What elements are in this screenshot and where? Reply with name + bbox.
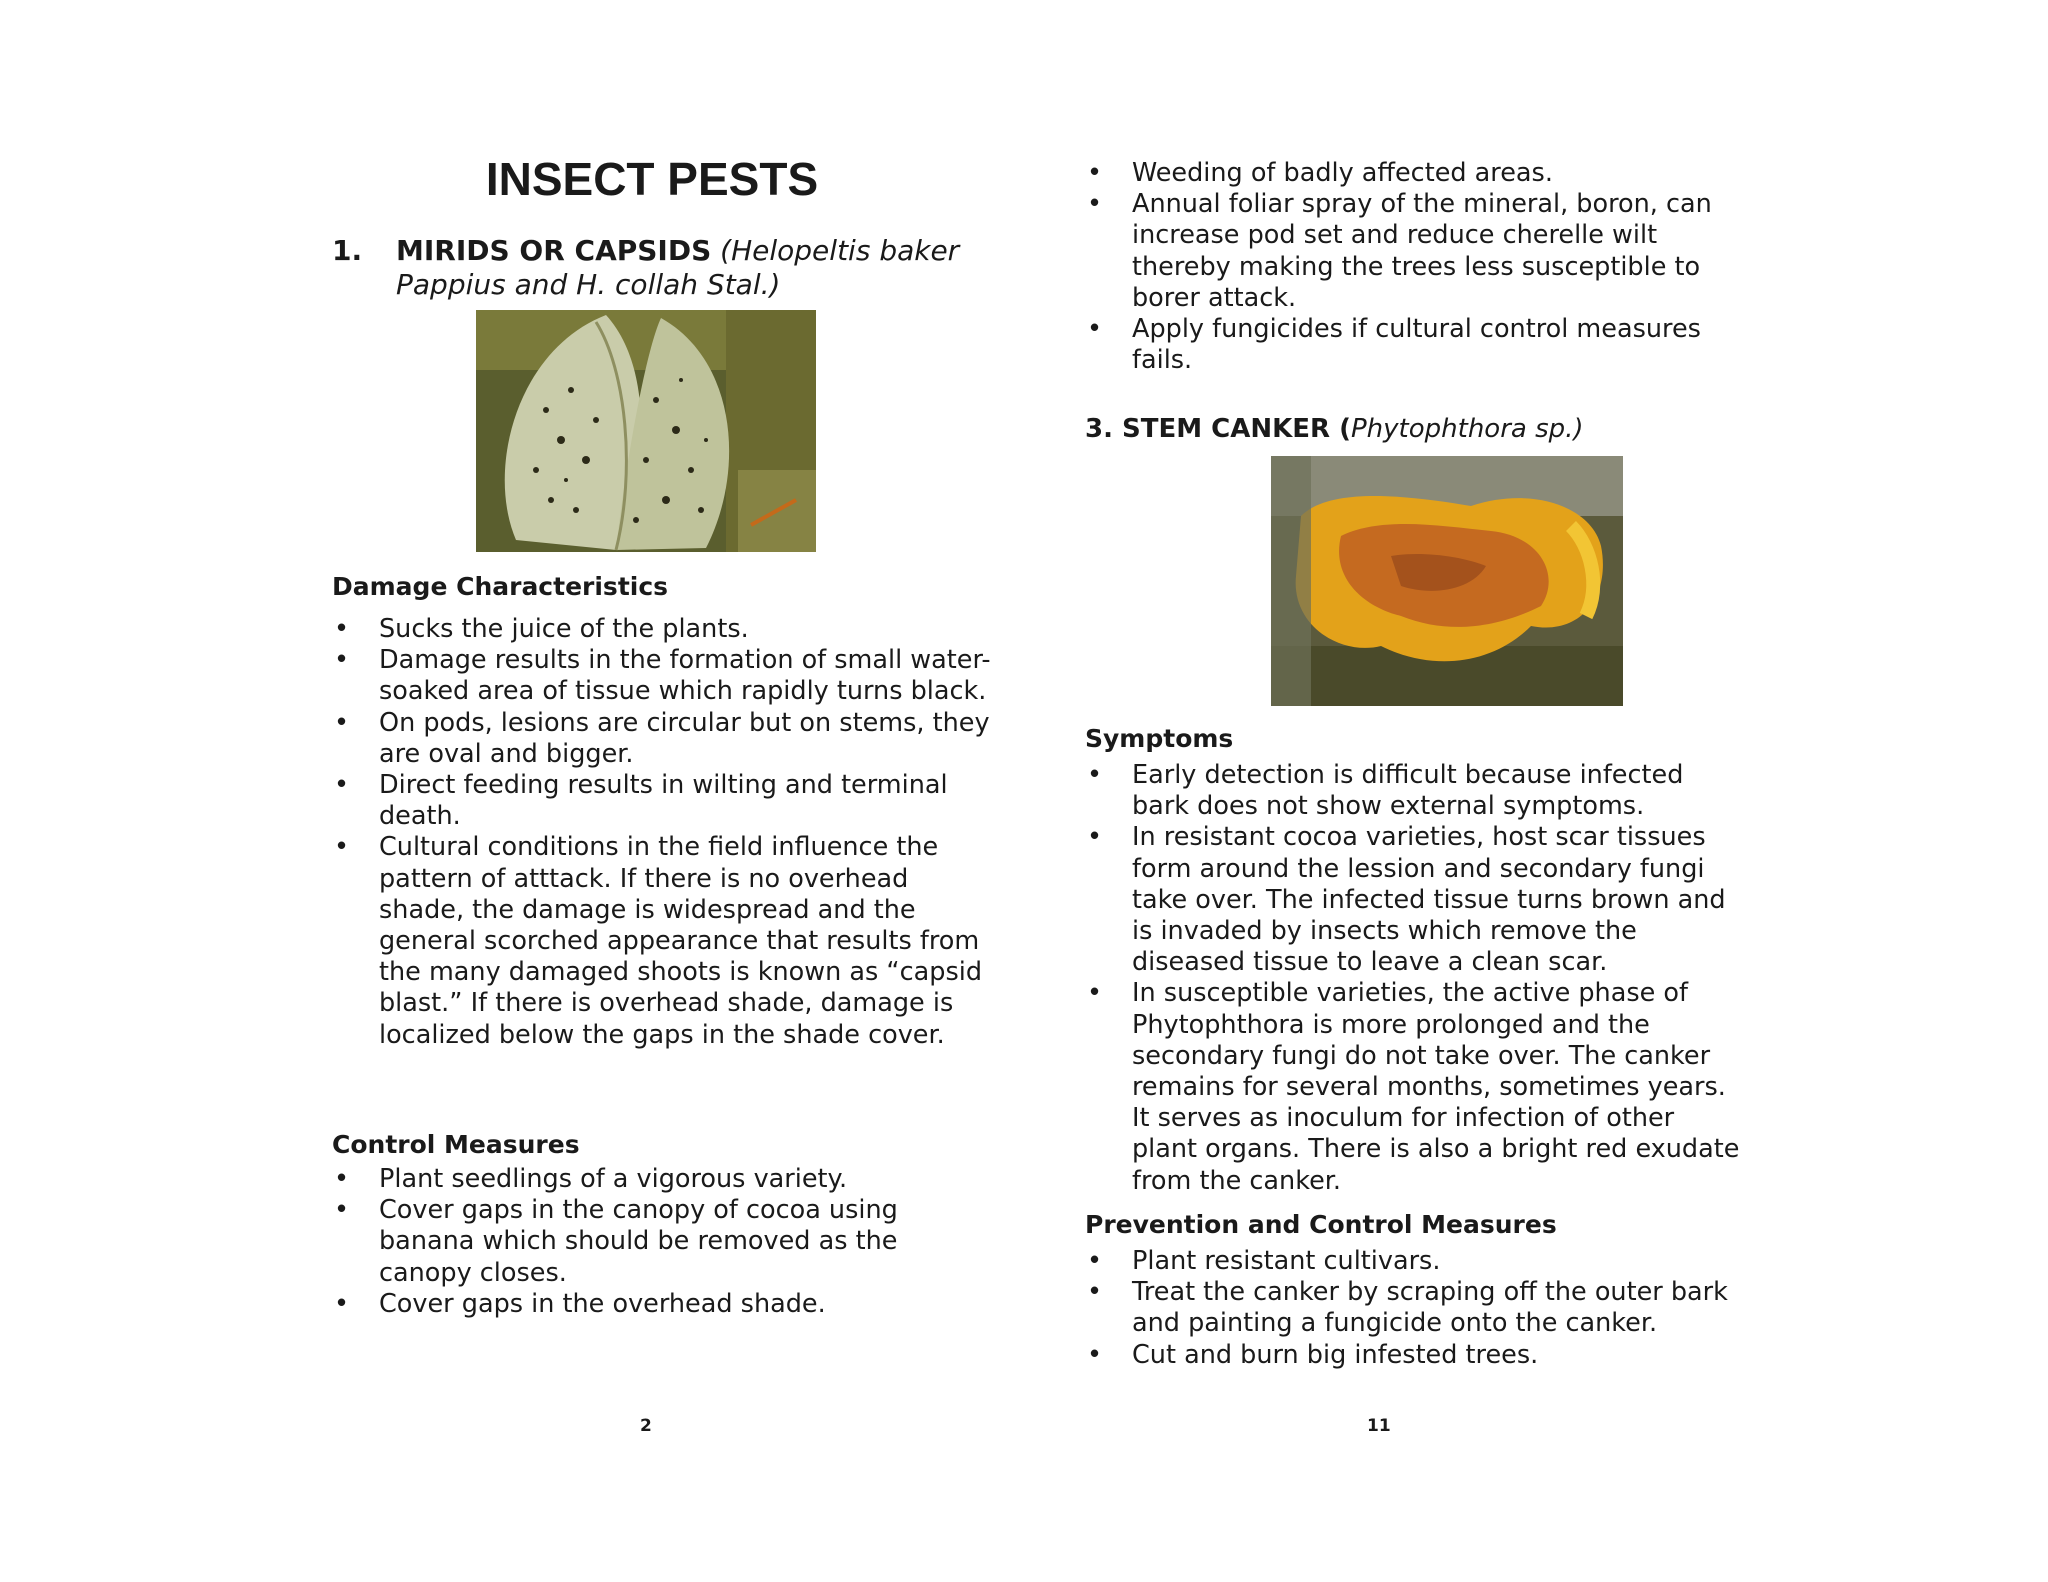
mirid-damaged-pods-photo	[476, 310, 816, 552]
pest-name: MIRIDS OR CAPSIDS	[396, 234, 712, 267]
borer-control-list	[1085, 158, 1745, 376]
stem-canker-photo	[1271, 456, 1623, 706]
prevention-list	[1085, 1246, 1745, 1371]
pest-scientific-line2: Pappius and H. collah Stal.)	[396, 268, 781, 301]
damage-characteristics-heading: Damage Characteristics	[332, 572, 669, 601]
list-item: • Cut and burn big infested trees.	[1085, 1340, 1745, 1371]
list-item: • In susceptible varieties, the active phase of Phytophthora is more prolonged and the secondary fungi do not take over. The canker remains for several months, sometimes years. It serves as inoculum for infection of other plant organs. There is also a bright red exudate from the canker.	[1085, 978, 1745, 1196]
page-number-right: 11	[1367, 1416, 1391, 1436]
damage-list	[332, 614, 992, 1051]
list-item: • Direct feeding results in wilting and terminal death.	[332, 770, 992, 832]
stem-canker-scientific: Phytophthora sp.)	[1351, 414, 1584, 444]
list-item: • In resistant cocoa varieties, host scar tissues form around the lession and secondary fungi take over. The infected tissue turns brown and is invaded by insects which remove the diseased tissue to leave a clean scar.	[1085, 822, 1745, 978]
list-item: • Damage results in the formation of small water-soaked area of tissue which rapidly turns black.	[332, 645, 992, 707]
list-item: • Plant seedlings of a vigorous variety.	[332, 1164, 932, 1195]
list-item: • Plant resistant cultivars.	[1085, 1246, 1745, 1277]
list-item: • Cover gaps in the canopy of cocoa using banana which should be removed as the canopy closes.	[332, 1195, 932, 1289]
list-item: • Cultural conditions in the field influence the pattern of atttack. If there is no overhead shade, the damage is widespread and the general scorched appearance that results from the many damaged shoots is known as “capsid blast.” If there is overhead shade, damage is localized below the gaps in the shade cover.	[332, 832, 992, 1050]
list-item: • On pods, lesions are circular but on stems, they are oval and bigger.	[332, 708, 992, 770]
list-item: • Annual foliar spray of the mineral, boron, can increase pod set and reduce cherelle wilt thereby making the trees less susceptible to borer attack.	[1085, 189, 1745, 314]
stem-canker-image	[1271, 456, 1623, 706]
list-item: • Weeding of badly affected areas.	[1085, 158, 1745, 189]
control-measures-heading: Control Measures	[332, 1130, 580, 1159]
control-list	[332, 1164, 932, 1320]
list-item: • Treat the canker by scraping off the outer bark and painting a fungicide onto the canker.	[1085, 1277, 1745, 1339]
page-title: INSECT PESTS	[485, 153, 819, 205]
prevention-heading: Prevention and Control Measures	[1085, 1210, 1557, 1239]
page-number-left: 2	[640, 1416, 652, 1436]
list-item: • Cover gaps in the overhead shade.	[332, 1289, 932, 1320]
list-item: • Early detection is difficult because infected bark does not show external symptoms.	[1085, 760, 1745, 822]
cocoa-pod-image	[476, 310, 816, 552]
stem-canker-heading	[1085, 414, 1584, 444]
pest-number: 1.	[332, 234, 363, 267]
pest-scientific-line1: (Helopeltis baker	[720, 234, 960, 267]
list-item: • Sucks the juice of the plants.	[332, 614, 992, 645]
stem-canker-title: 3. STEM CANKER (	[1085, 414, 1351, 444]
list-item: • Apply fungicides if cultural control measures fails.	[1085, 314, 1745, 376]
symptoms-heading: Symptoms	[1085, 724, 1234, 753]
symptoms-list	[1085, 760, 1745, 1197]
